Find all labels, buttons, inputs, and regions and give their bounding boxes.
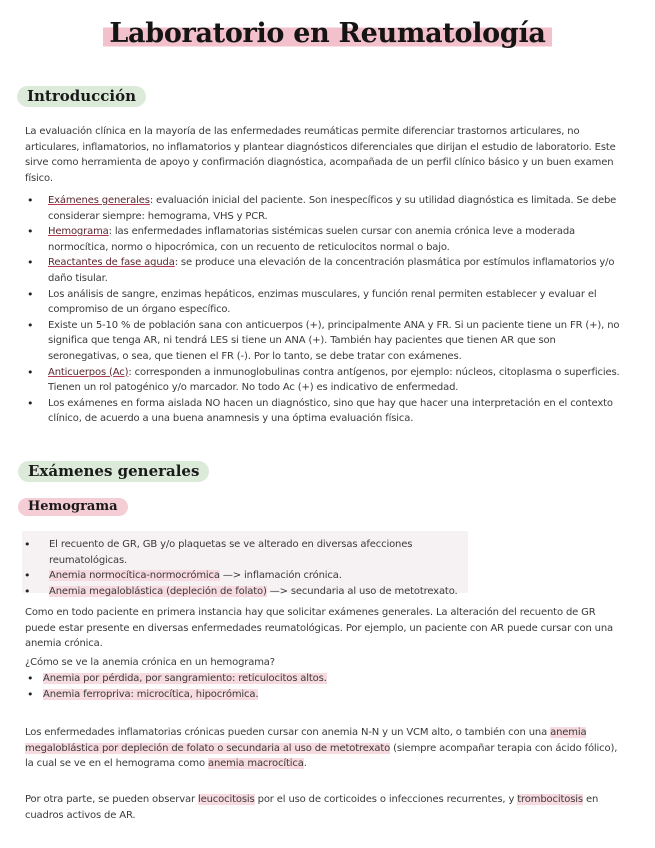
intro-bullet-list [25,193,625,427]
term: Exámenes generales [48,195,150,206]
list-item: • Hemograma: las enfermedades inflamatorias sistémicas suelen cursar con anemia crónica leve a moderada normocítica, normo o hipocrómica, con un recuento de reticulocitos normal o bajo. [25,224,625,255]
term: Anticuerpos (Ac) [48,366,129,378]
generales-paragraph-3: Por otra parte, se pueden observar leucocitosis por el uso de corticoides o infecciones recurrentes, y trombocitosis en cuadros activos de AR. [25,794,599,821]
hemograma-list [22,537,468,599]
list-item: • Reactantes de fase aguda: se produce una elevación de la concentración plasmática por estímulos inflamatorios y/o daño tisular. [25,255,625,286]
list-item: • Anemia por pérdida, por sangramiento: reticulocitos altos. [25,671,623,687]
list-item: • Anemia ferropriva: microcítica, hipocrómica. [25,687,623,703]
page-title-wrap [0,18,655,49]
generales-paragraph-2: Los enfermedades inflamatorias crónicas pueden cursar con anemia N-N y un VCM alto, o también con una anemia megaloblástica por depleción de folato o secundaria al uso de metotrexato (siempre acompañar terapia con ácido fólico), la cual se ve en el hemograma como anemia macrocítica. [25,727,618,770]
term: Hemograma [48,226,109,238]
intro-paragraph: La evaluación clínica en la mayoría de las enfermedades reumáticas permite diferenciar trastornos articulares, no articulares, inflamatorios, no inflamatorios y plantear diagnósticos diferenciales que dirijan el estudio de laboratorio. Este sirve como herramienta de apoyo y confirmación diagnóstica, acompañada de un perfil clínico básico y un buen examen físico. [25,126,616,184]
list-item: • El recuento de GR, GB y/o plaquetas se ve alterado en diversas afecciones reumatológicas. [22,537,468,568]
list-item: • Los exámenes en forma aislada NO hacen un diagnóstico, sino que hay que hacer una interpretación en el contexto clínico, de acuerdo a una buena anamnesis y una óptima evaluación física. [25,396,625,427]
section-heading-examenes-generales: Exámenes generales [18,461,209,482]
list-item: • Anemia normocítica-normocrómica —> inflamación crónica. [22,568,468,584]
list-item: • Anticuerpos (Ac): corresponden a inmunoglobulinas contra antígenos, por ejemplo: núcleos, citoplasma o superficies. Tienen un rol patogénico y/o marcador. No todo Ac (+) es indicativo de enfermedad. [25,365,625,396]
hemograma-summary-box [22,531,468,597]
list-item: • Anemia megaloblástica (depleción de folato) —> secundaria al uso de metotrexato. [22,584,468,600]
anemia-question: ¿Cómo se ve la anemia crónica en un hemograma? [25,657,275,668]
page-title: Laboratorio en Reumatología [103,18,551,49]
section-heading-introduccion: Introducción [17,86,146,107]
list-item: • Existe un 5-10 % de población sana con anticuerpos (+), principalmente ANA y FR. Si un paciente tiene un FR (+), no significa que tenga AR, ni tendrá LES si tiene un ANA (+). También hay pacientes que tienen AR que son seronegativas, o sea, que tienen el FR (-). Por lo tanto, se debe tratar con exámenes. [25,318,625,365]
list-item: • Los análisis de sangre, enzimas hepáticos, enzimas musculares, y función renal permiten establecer y evaluar el compromiso de un órgano específico. [25,287,625,318]
subsection-heading-hemograma: Hemograma [18,498,128,516]
term: Reactantes de fase aguda [48,257,175,269]
anemia-question-list [25,671,623,702]
list-item: • Exámenes generales: evaluación inicial del paciente. Son inespecíficos y su utilidad diagnóstica es limitada. Se debe considerar siempre: hemograma, VHS y PCR. [25,193,625,224]
generales-paragraph-1: Como en todo paciente en primera instancia hay que solicitar exámenes generales. La alteración del recuento de GR puede estar presente en diversas enfermedades reumatológicas. Por ejemplo, un paciente con AR puede cursar con una anemia crónica. [25,607,614,650]
